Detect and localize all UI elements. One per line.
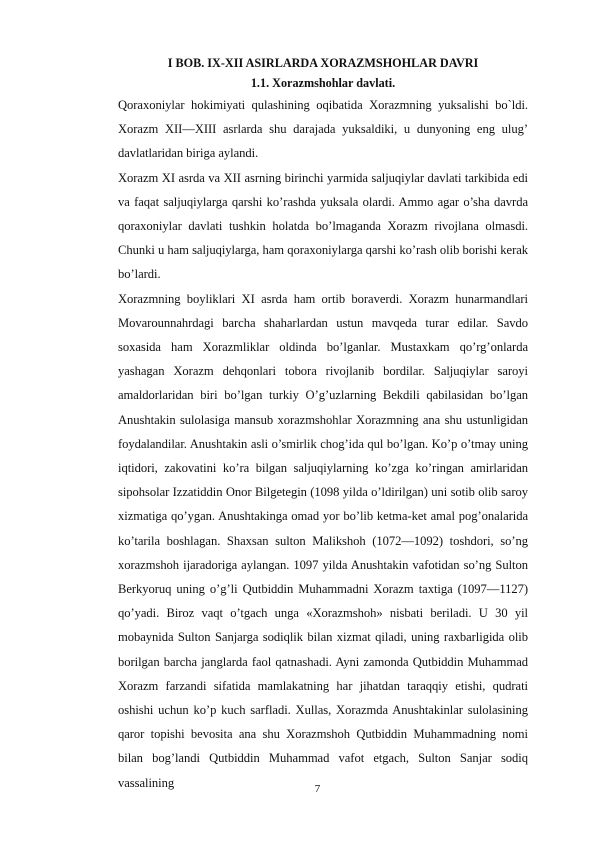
paragraph-2: Xorazm XI asrda va XII asrning birinchi yarmida saljuqiylar davlati tarkibida edi va faqat saljuqiylarga qarshi ko’rashda yuksala olardi. Ammo agar o’sha davrda qoraxoniylar davlati tushkin holatda bo’lmaganda Xorazm rivojlana olmasdi. Chunki u ham saljuqiylarga, ham qoraxoniylarga qarshi ko’rash olib borishi kerak bo’lardi. bbox=[118, 170, 528, 282]
section-title: 1.1. Xorazmshohlar davlati. bbox=[250, 76, 396, 90]
paragraph-3: Xorazmning boyliklari XI asrda ham ortib boraverdi. Xorazm hunarmandlari Movarounnahrdagi barcha shaharlardan ustun mavqeda turar edilar. Savdo soxasida ham Xorazmliklar oldinda bo’lganlar. Mustaxkam qo’rg’onlarda yashagan Xorazm dehqonlari tobora rivojlanib bordilar. Saljuqiylar saroyi amaldorlaridan biri bo’lgan turkiy O’g’uzlarning Bekdili qabilasidan bo’lgan Anushtakin sulolasiga mansub xorazmshohlar Xorazmning ana shu ustunligidan foydalandilar. Anushtakin asli o’smirlik chog’ida qul bo’lgan. Ko’p o’tmay uning iqtidori, zakovatini ko’ra bilgan saljuqiylarning ko’zga ko’ringan amirlaridan sipohsolar Izzatiddin Onor Bilgetegin (1098 yilda o’ldirilgan) uni sotib olib saroy xizmatiga qo’ygan. Anushtakinga omad yor bo’lib ketma-ket amal pog’onalarida ko’tarila boshlagan. Shaxsan sulton Malikshoh (1072—1092) toshdori, so’ng xorazmshoh ijaradoriga aylangan. 1097 yilda Anushtakin vafotidan so’ng Sulton Berkyoruq uning o’g’li Qutbiddin Muhammadni Xorazm taxtiga (1097—1127) qo’yadi. Biroz vaqt o’tgach unga «Xorazmshoh» nisbati beriladi. U 30 yil mobaynida Sulton Sanjarga sodiqlik bilan xizmat qiladi, uning raxbarligida olib borilgan barcha janglarda faol qatnashadi. Ayni zamonda Qutbiddin Muhammad Xorazm farzandi sifatida mamlakatning har jihatdan taraqqiy etishi, qudrati oshishi uchun ko’p kuch sarfladi. Xullas, Xorazmda Anushtakinlar sulolasining qaror topishi bevosita ana shu Xorazmshoh Qutbiddin Muhammadning nomi bilan bog’landi Qutbiddin Muhammad vafot etgach, Sulton Sanjar sodiq vassalining bbox=[118, 291, 528, 790]
paragraph-1: Qoraxoniylar hokimiyati qulashining oqibatida Xorazmning yuksalishi bo`ldi. Xorazm XII—XIII asrlarda shu darajada yuksaldiki, u dunyoning eng ulug’ davlatlaridan biriga aylandi. bbox=[118, 98, 528, 161]
page-number: 7 bbox=[314, 783, 321, 795]
document-page bbox=[118, 53, 528, 795]
chapter-title: I BOB. IX-XII ASIRLARDA XORAZMSHOHLAR DAVRI bbox=[167, 56, 479, 70]
